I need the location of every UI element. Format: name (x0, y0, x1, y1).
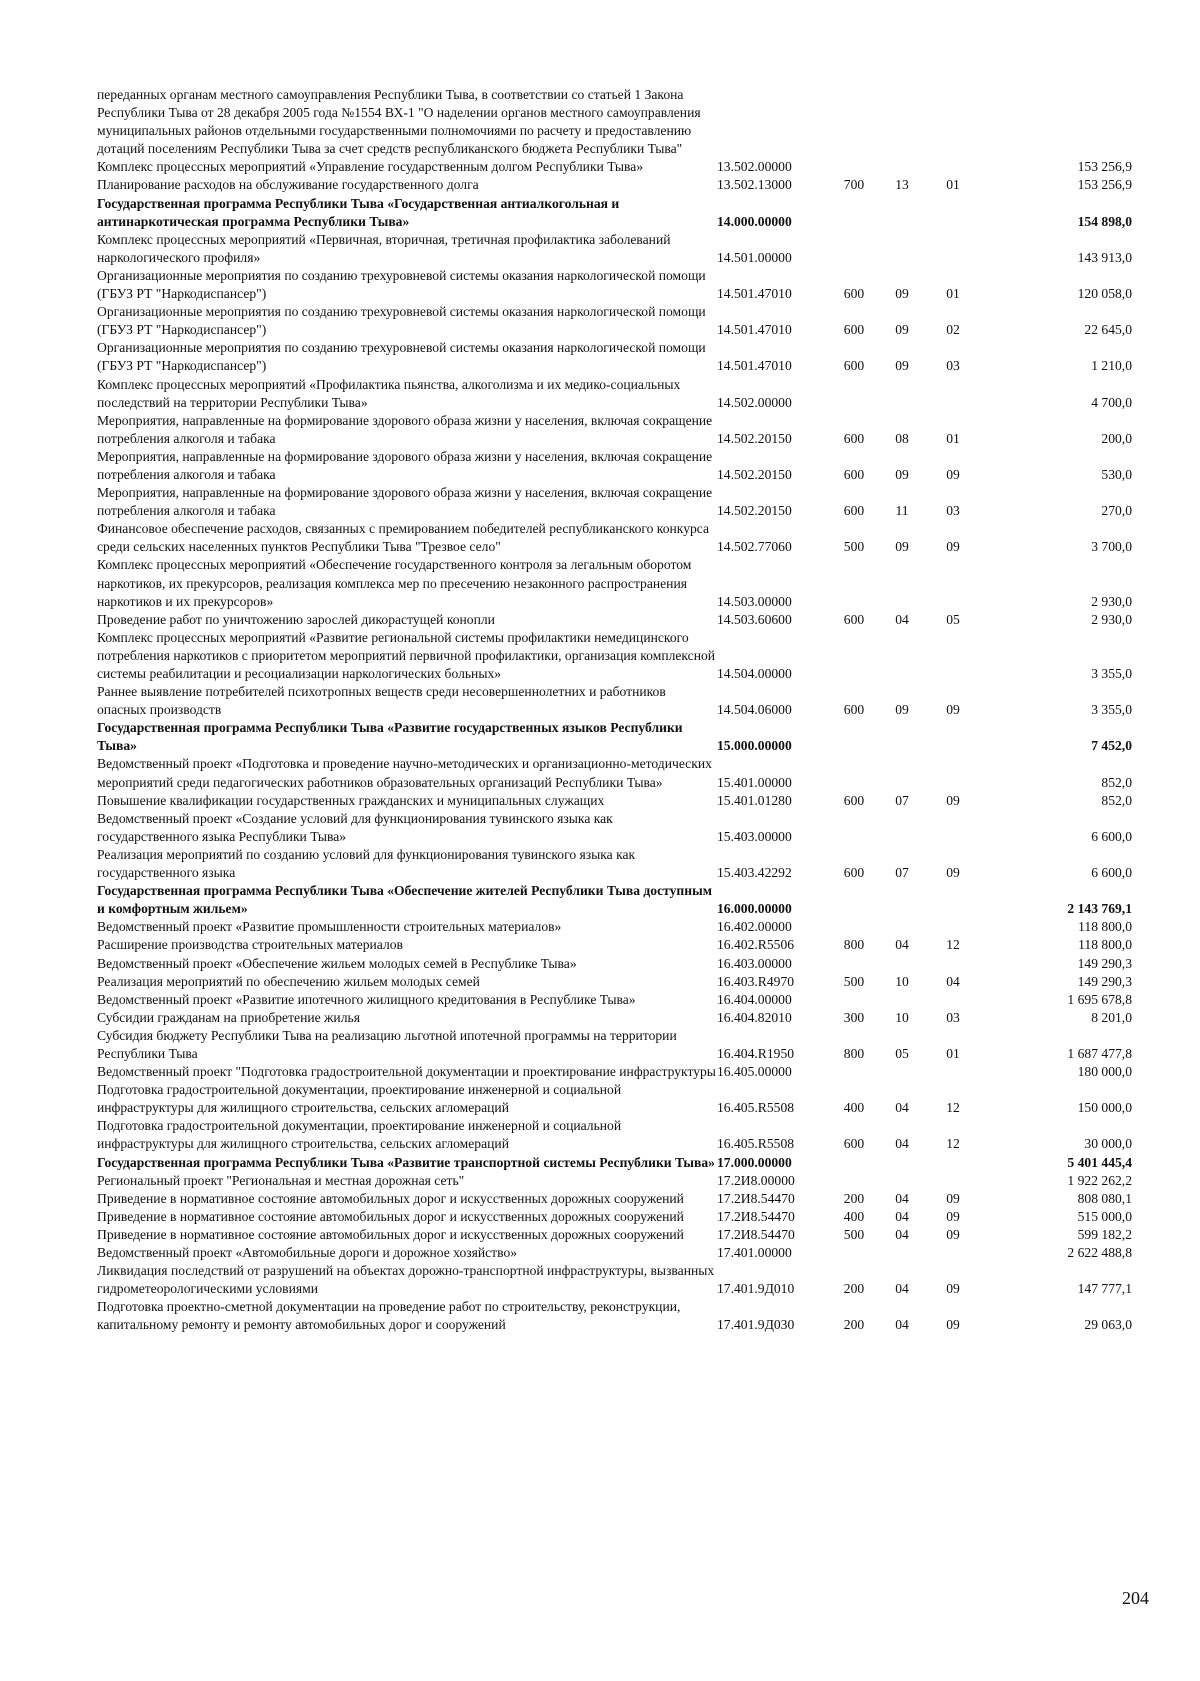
row-subsection: 09 (946, 1208, 960, 1224)
row-section: 04 (895, 1190, 909, 1206)
row-code: 17.2И8.00000 (717, 1172, 795, 1188)
table-row (97, 918, 1132, 936)
table-row (97, 339, 1132, 375)
row-name: Организационные мероприятия по созданию трехуровневой системы оказания наркологической помощи (ГБУЗ РТ "Наркодиспансер") (97, 340, 706, 374)
row-expense-type: 500 (843, 539, 865, 555)
row-subsection (928, 1154, 978, 1172)
row-subsection: 01 (946, 430, 960, 446)
row-code: 13.502.13000 (717, 177, 792, 193)
row-expense-type: 400 (843, 1100, 865, 1116)
row-section (876, 1063, 928, 1081)
row-expense-type (832, 231, 876, 267)
row-code: 17.000.00000 (717, 1154, 792, 1170)
row-expense-type: 600 (843, 358, 865, 374)
row-amount: 200,0 (1101, 430, 1132, 446)
row-name: Региональный проект "Региональная и местная дорожная сеть" (97, 1172, 465, 1188)
row-name: Повышение квалификации государственных гражданских и муниципальных служащих (97, 792, 605, 808)
row-code: 16.402.00000 (717, 919, 792, 935)
row-expense-type: 400 (843, 1208, 865, 1224)
row-subsection: 09 (946, 702, 960, 718)
row-code: 16.405.R5508 (717, 1100, 795, 1116)
row-expense-type: 300 (843, 1009, 865, 1025)
row-subsection: 05 (946, 611, 960, 627)
row-amount: 30 000,0 (1084, 1136, 1132, 1152)
row-name: Организационные мероприятия по созданию трехуровневой системы оказания наркологической помощи (ГБУЗ РТ "Наркодиспансер") (97, 304, 706, 338)
row-section: 04 (895, 611, 909, 627)
row-section (876, 719, 928, 755)
row-expense-type: 700 (843, 177, 865, 193)
row-subsection: 09 (946, 466, 960, 482)
page-number: 204 (1122, 1588, 1149, 1608)
row-amount: 852,0 (1101, 792, 1132, 808)
row-expense-type (832, 719, 876, 755)
row-section (876, 376, 928, 412)
budget-table (97, 86, 1132, 1334)
row-section (876, 86, 928, 158)
row-subsection: 09 (946, 1226, 960, 1242)
row-subsection (928, 556, 978, 610)
table-row (97, 1226, 1132, 1244)
row-amount: 6 600,0 (1091, 828, 1132, 844)
row-amount: 153 256,9 (1077, 159, 1132, 175)
row-name: Ведомственный проект «Развитие ипотечного жилищного кредитования в Республике Тыва» (97, 991, 636, 1007)
row-amount: 180 000,0 (1077, 1064, 1132, 1080)
row-section: 05 (895, 1045, 909, 1061)
row-expense-type: 500 (843, 1226, 865, 1242)
row-section: 04 (895, 1281, 909, 1297)
row-section: 09 (895, 702, 909, 718)
row-subsection: 12 (946, 1100, 960, 1116)
table-row (97, 973, 1132, 991)
row-code: 17.401.9Д010 (717, 1281, 795, 1297)
row-section (876, 1172, 928, 1190)
row-subsection: 09 (946, 1317, 960, 1333)
row-section: 13 (895, 177, 909, 193)
row-name: Комплекс процессных мероприятий «Обеспечение государственного контроля за легальным оборотом наркотиков, их прекурсоров, реализация комплекса мер по пресечению незаконного распространения наркотиков и их прекурсоров» (97, 557, 692, 609)
row-name: Комплекс процессных мероприятий «Профилактика пьянства, алкоголизма и их медико-социальных последствий на территории Республики Тыва» (97, 376, 681, 410)
row-expense-type: 600 (843, 466, 865, 482)
row-subsection: 01 (946, 286, 960, 302)
row-amount: 1 695 678,8 (1067, 991, 1132, 1007)
table-row (97, 376, 1132, 412)
row-amount: 270,0 (1101, 503, 1132, 519)
row-expense-type: 800 (843, 1045, 865, 1061)
row-expense-type (832, 158, 876, 176)
row-code: 16.404.R1950 (717, 1045, 795, 1061)
row-section (876, 882, 928, 918)
table-row (97, 683, 1132, 719)
row-subsection: 09 (946, 539, 960, 555)
table-row (97, 1009, 1132, 1027)
row-code: 17.2И8.54470 (717, 1208, 795, 1224)
table-row (97, 412, 1132, 448)
row-name: Финансовое обеспечение расходов, связанных с премированием победителей республиканского конкурса среди сельских населенных пунктов Республики Тыва "Трезвое село" (97, 521, 710, 555)
row-code: 13.502.00000 (717, 159, 792, 175)
row-subsection: 09 (946, 792, 960, 808)
row-expense-type (832, 1063, 876, 1081)
row-amount: 118 800,0 (1078, 937, 1132, 953)
row-amount: 22 645,0 (1084, 322, 1132, 338)
row-code: 14.504.06000 (717, 702, 792, 718)
row-name: Комплекс процессных мероприятий «Первичная, вторичная, третичная профилактика заболеваний наркологического профиля» (97, 231, 671, 265)
row-expense-type (832, 918, 876, 936)
row-name: Ведомственный проект «Развитие промышленности строительных материалов» (97, 919, 562, 935)
row-section (876, 158, 928, 176)
table-row (97, 303, 1132, 339)
row-code: 14.501.47010 (717, 322, 792, 338)
row-code: 17.2И8.54470 (717, 1190, 795, 1206)
row-expense-type (832, 810, 876, 846)
row-section (876, 918, 928, 936)
row-amount: 149 290,3 (1077, 973, 1132, 989)
row-expense-type: 200 (843, 1317, 865, 1333)
row-subsection (928, 955, 978, 973)
table-row (97, 1262, 1132, 1298)
row-amount: 2 930,0 (1091, 611, 1132, 627)
row-section (876, 195, 928, 231)
table-row (97, 991, 1132, 1009)
table-row (97, 1298, 1132, 1334)
row-expense-type: 200 (843, 1190, 865, 1206)
table-row (97, 1063, 1132, 1081)
table-row (97, 810, 1132, 846)
row-section: 07 (895, 865, 909, 881)
row-subsection: 12 (946, 1136, 960, 1152)
row-section (876, 755, 928, 791)
row-amount: 3 355,0 (1091, 702, 1132, 718)
row-amount: 153 256,9 (1077, 177, 1132, 193)
row-expense-type (832, 629, 876, 683)
budget-table-body (97, 86, 1132, 1334)
row-code: 16.404.00000 (717, 991, 792, 1007)
row-amount: 1 922 262,2 (1067, 1172, 1132, 1188)
table-row (97, 448, 1132, 484)
row-subsection (928, 810, 978, 846)
row-name: Подготовка градостроительной документации, проектирование инженерной и социальной инфраструктуры для жилищного строительства, сельских агломераций (97, 1118, 622, 1152)
row-amount: 6 600,0 (1091, 865, 1132, 881)
row-code: 14.502.20150 (717, 430, 792, 446)
row-section: 10 (895, 1009, 909, 1025)
row-expense-type (832, 991, 876, 1009)
row-code: 16.402.R5506 (717, 937, 795, 953)
row-name: Реализация мероприятий по обеспечению жильем молодых семей (97, 973, 480, 989)
row-amount: 8 201,0 (1091, 1009, 1132, 1025)
row-amount: 2 143 769,1 (1067, 901, 1132, 917)
row-name: Ведомственный проект «Обеспечение жильем молодых семей в Республике Тыва» (97, 955, 577, 971)
table-row (97, 556, 1132, 610)
table-row (97, 629, 1132, 683)
row-amount: 1 687 477,8 (1067, 1045, 1132, 1061)
row-code: 16.000.00000 (717, 901, 792, 917)
row-amount: 599 182,2 (1077, 1226, 1132, 1242)
row-subsection: 03 (946, 503, 960, 519)
row-name: Ведомственный проект «Создание условий для функционирования тувинского языка как государственного языка Республики Тыва» (97, 810, 613, 844)
table-row (97, 1027, 1132, 1063)
table-row (97, 611, 1132, 629)
row-expense-type (832, 755, 876, 791)
row-name: Организационные мероприятия по созданию трехуровневой системы оказания наркологической помощи (ГБУЗ РТ "Наркодиспансер") (97, 267, 706, 302)
row-expense-type: 600 (843, 286, 865, 302)
row-name: Ведомственный проект "Подготовка градостроительной документации и проектирование инфраструктуры (97, 1064, 716, 1080)
row-expense-type: 600 (843, 865, 865, 881)
row-section: 04 (895, 1226, 909, 1242)
row-name: Государственная программа Республики Тыва «Государственная антиалкогольная и антинаркотическая программа Республики Тыва» (97, 195, 620, 229)
row-subsection (928, 1063, 978, 1081)
row-amount: 29 063,0 (1084, 1317, 1132, 1333)
table-row (97, 1208, 1132, 1226)
table-row (97, 792, 1132, 810)
row-code: 14.503.60600 (717, 611, 792, 627)
row-code: 14.501.47010 (717, 358, 792, 374)
row-amount: 149 290,3 (1077, 955, 1132, 971)
row-name: Государственная программа Республики Тыва «Развитие транспортной системы Республики Тыва» (97, 1154, 715, 1170)
row-section: 09 (895, 358, 909, 374)
table-row (97, 846, 1132, 882)
row-expense-type: 600 (843, 611, 865, 627)
row-subsection (928, 629, 978, 683)
table-row (97, 231, 1132, 267)
row-code: 14.504.00000 (717, 666, 792, 681)
row-expense-type: 600 (843, 792, 865, 808)
table-row (97, 1154, 1132, 1172)
row-expense-type: 600 (843, 1136, 865, 1152)
row-name: Ликвидация последствий от разрушений на объектах дорожно-транспортной инфраструктуры, вызванных гидрометеорологическими условиями (97, 1263, 715, 1297)
table-row (97, 1172, 1132, 1190)
row-name: Приведение в нормативное состояние автомобильных дорог и искусственных дорожных сооружений (97, 1208, 684, 1224)
row-name: Государственная программа Республики Тыва «Развитие государственных языков Республики Тыва» (97, 720, 683, 754)
row-amount: 515 000,0 (1077, 1208, 1132, 1224)
row-section: 04 (895, 1208, 909, 1224)
row-subsection: 01 (946, 1045, 960, 1061)
row-expense-type: 200 (843, 1281, 865, 1297)
row-name: Комплекс процессных мероприятий «Управление государственным долгом Республики Тыва» (97, 159, 644, 175)
row-section (876, 556, 928, 610)
row-amount: 154 898,0 (1077, 213, 1132, 229)
table-row (97, 86, 1132, 158)
row-subsection (928, 1244, 978, 1262)
row-name: Мероприятия, направленные на формирование здорового образа жизни у населения, включая сокращение потребления алкоголя и табака (97, 485, 713, 519)
row-expense-type (832, 1172, 876, 1190)
table-row (97, 267, 1132, 303)
row-name: Ведомственный проект «Автомобильные дороги и дорожное хозяйство» (97, 1245, 518, 1260)
row-code: 14.501.00000 (717, 249, 792, 265)
row-subsection (928, 918, 978, 936)
row-subsection: 03 (946, 1009, 960, 1025)
row-section: 10 (895, 973, 909, 989)
table-row (97, 1117, 1132, 1153)
row-subsection (928, 882, 978, 918)
row-section (876, 629, 928, 683)
row-code: 16.404.82010 (717, 1009, 792, 1025)
row-code: 15.403.42292 (717, 865, 792, 881)
row-subsection (928, 195, 978, 231)
row-code (717, 86, 832, 158)
row-code: 14.501.47010 (717, 286, 792, 302)
row-section (876, 955, 928, 973)
row-name: Подготовка проектно-сметной документации на проведение работ по строительству, реконструкции, капитальному ремонту и ремонту автомобильных дорог и сооружений (97, 1299, 681, 1333)
row-code: 16.405.R5508 (717, 1136, 795, 1152)
row-section: 11 (895, 503, 909, 519)
row-subsection (928, 231, 978, 267)
row-expense-type (832, 556, 876, 610)
row-section (876, 991, 928, 1009)
row-subsection (928, 755, 978, 791)
row-expense-type (832, 86, 876, 158)
row-name: Комплекс процессных мероприятий «Развитие региональной системы профилактики немедицинского потребления наркотиков с приоритетом мероприятий первичной профилактики, организация комплексной системы реабилитации и ресоциализации наркологических больных» (97, 629, 716, 681)
row-section (876, 231, 928, 267)
row-section: 09 (895, 322, 909, 338)
row-section: 07 (895, 792, 909, 808)
row-expense-type: 800 (843, 937, 865, 953)
row-subsection (928, 376, 978, 412)
row-name: Мероприятия, направленные на формирование здорового образа жизни у населения, включая сокращение потребления алкоголя и табака (97, 412, 713, 446)
row-amount: 852,0 (1101, 774, 1132, 790)
row-expense-type: 600 (843, 430, 865, 446)
row-amount: 530,0 (1101, 466, 1132, 482)
row-name: Субсидии гражданам на приобретение жилья (97, 1009, 360, 1025)
row-code: 16.403.R4970 (717, 973, 795, 989)
row-section (876, 810, 928, 846)
row-subsection: 12 (946, 937, 960, 953)
row-code: 14.502.20150 (717, 466, 792, 482)
row-amount: 808 080,1 (1077, 1190, 1132, 1206)
row-code: 17.401.00000 (717, 1245, 792, 1260)
row-subsection (928, 991, 978, 1009)
row-expense-type: 600 (843, 503, 865, 519)
row-code: 15.403.00000 (717, 828, 792, 844)
row-section: 04 (895, 1100, 909, 1116)
row-amount: 150 000,0 (1077, 1100, 1132, 1116)
table-row (97, 955, 1132, 973)
table-row (97, 520, 1132, 556)
row-expense-type (832, 1244, 876, 1262)
row-section (876, 1244, 928, 1262)
row-name: Раннее выявление потребителей психотропных веществ среди несовершеннолетних и работников опасных производств (97, 684, 666, 718)
row-expense-type (832, 376, 876, 412)
table-row (97, 1190, 1132, 1208)
row-subsection: 01 (946, 177, 960, 193)
table-row (97, 936, 1132, 954)
table-row (97, 1081, 1132, 1117)
row-section: 04 (895, 1317, 909, 1333)
row-amount: 2 930,0 (1091, 593, 1132, 609)
table-row (97, 158, 1132, 176)
row-section (876, 1154, 928, 1172)
row-subsection: 03 (946, 358, 960, 374)
row-subsection (928, 86, 978, 158)
row-code: 14.000.00000 (717, 213, 792, 229)
row-amount: 3 355,0 (1091, 666, 1132, 681)
row-name: Мероприятия, направленные на формирование здорового образа жизни у населения, включая сокращение потребления алкоголя и табака (97, 448, 713, 482)
table-row (97, 719, 1132, 755)
row-code: 15.401.01280 (717, 792, 792, 808)
row-amount: 2 622 488,8 (1067, 1245, 1132, 1260)
row-name: Подготовка градостроительной документации, проектирование инженерной и социальной инфраструктуры для жилищного строительства, сельских агломераций (97, 1082, 622, 1116)
row-code: 17.401.9Д030 (717, 1317, 795, 1333)
row-code: 16.405.00000 (717, 1064, 792, 1080)
row-expense-type (832, 195, 876, 231)
row-section: 09 (895, 466, 909, 482)
row-code: 16.403.00000 (717, 955, 792, 971)
row-expense-type: 500 (843, 973, 865, 989)
row-subsection (928, 1172, 978, 1190)
row-amount: 4 700,0 (1091, 394, 1132, 410)
row-subsection (928, 719, 978, 755)
row-name: Субсидия бюджету Республики Тыва на реализацию льготной ипотечной программы на территории Республики Тыва (97, 1027, 677, 1061)
row-expense-type (832, 1154, 876, 1172)
row-amount: 3 700,0 (1091, 539, 1132, 555)
row-code: 15.000.00000 (717, 738, 792, 754)
row-code: 14.502.20150 (717, 503, 792, 519)
row-section: 09 (895, 539, 909, 555)
row-amount: 7 452,0 (1091, 738, 1132, 754)
row-subsection: 09 (946, 865, 960, 881)
row-section: 08 (895, 430, 909, 446)
row-amount: 147 777,1 (1077, 1281, 1132, 1297)
row-expense-type: 600 (843, 702, 865, 718)
row-name: Расширение производства строительных материалов (97, 937, 403, 953)
row-code: 14.502.77060 (717, 539, 792, 555)
row-subsection: 09 (946, 1190, 960, 1206)
row-code: 14.502.00000 (717, 394, 792, 410)
row-name: Приведение в нормативное состояние автомобильных дорог и искусственных дорожных сооружений (97, 1190, 684, 1206)
row-code: 14.503.00000 (717, 593, 792, 609)
row-amount: 1 210,0 (1091, 358, 1132, 374)
row-name: Ведомственный проект «Подготовка и проведение научно-методических и организационно-методических мероприятий среди педагогических работников образовательных организаций Республики Тыва» (97, 756, 712, 790)
row-name: Планирование расходов на обслуживание государственного долга (97, 177, 479, 193)
row-code: 17.2И8.54470 (717, 1226, 795, 1242)
table-row (97, 195, 1132, 231)
row-name: Проведение работ по уничтожению зарослей дикорастущей конопли (97, 611, 495, 627)
row-amount: 5 401 445,4 (1067, 1154, 1132, 1170)
row-section: 04 (895, 937, 909, 953)
row-name: Приведение в нормативное состояние автомобильных дорог и искусственных дорожных сооружений (97, 1226, 684, 1242)
row-amount: 118 800,0 (1078, 919, 1132, 935)
table-row (97, 176, 1132, 194)
table-row (97, 755, 1132, 791)
row-amount (978, 86, 1132, 158)
row-subsection: 09 (946, 1281, 960, 1297)
row-subsection: 02 (946, 322, 960, 338)
row-name: переданных органам местного самоуправления Республики Тыва, в соответствии со статьей 1 Закона Республики Тыва от 28 декабря 2005 года №1554 ВХ-1 "О наделении органов местного самоуправления муниципальных районов отдельными государственными полномочиями по расчету и предоставлению дотаций поселениям Республики Тыва за счет средств республиканского бюджета Республики Тыва" (97, 87, 701, 157)
row-name: Реализация мероприятий по созданию условий для функционирования тувинского языка как государственного языка (97, 846, 636, 881)
row-section: 04 (895, 1136, 909, 1152)
row-amount: 143 913,0 (1077, 249, 1132, 265)
table-row (97, 1244, 1132, 1262)
row-expense-type: 600 (843, 322, 865, 338)
row-amount: 120 058,0 (1077, 286, 1132, 302)
row-expense-type (832, 882, 876, 918)
row-subsection: 04 (946, 973, 960, 989)
table-row (97, 882, 1132, 918)
row-section: 09 (895, 286, 909, 302)
row-expense-type (832, 955, 876, 973)
row-code: 15.401.00000 (717, 774, 792, 790)
row-name: Государственная программа Республики Тыва «Обеспечение жителей Республики Тыва доступным и комфортным жильем» (97, 883, 712, 917)
table-row (97, 484, 1132, 520)
row-subsection (928, 158, 978, 176)
